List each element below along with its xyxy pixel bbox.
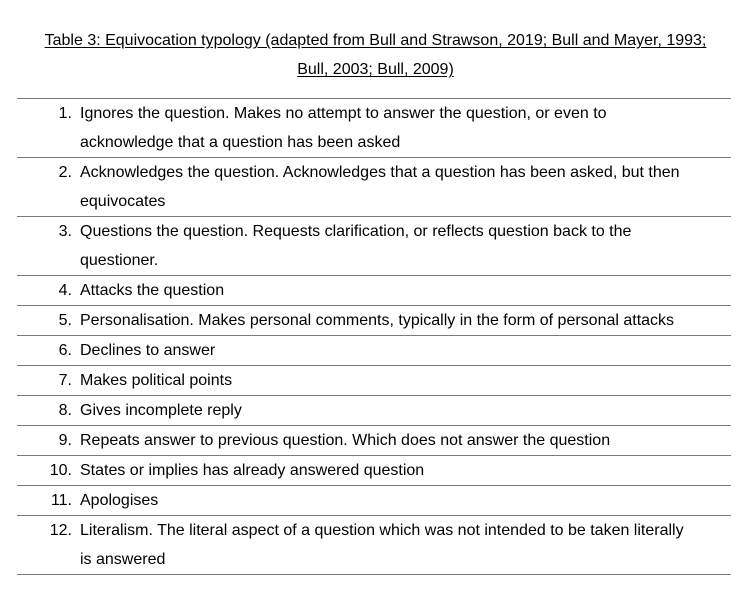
table-row xyxy=(17,336,731,366)
table-caption xyxy=(0,26,751,84)
row-text xyxy=(80,217,731,275)
row-text-line: Questions the question. Requests clarification, or reflects question back to the xyxy=(80,223,632,240)
row-text-line: is answered xyxy=(80,551,166,568)
row-number: 4. xyxy=(58,282,72,299)
row-number: 2. xyxy=(58,164,72,181)
row-text-line: Ignores the question. Makes no attempt to answer the question, or even to xyxy=(80,105,607,122)
table-row xyxy=(17,217,731,276)
row-text-line: questioner. xyxy=(80,252,159,269)
row-number: 1. xyxy=(58,105,72,122)
row-number: 10. xyxy=(49,462,72,479)
table-row xyxy=(17,306,731,336)
row-number: 11. xyxy=(50,492,72,509)
row-text-line: Literalism. The literal aspect of a question which was not intended to be taken literally xyxy=(80,522,684,539)
row-text: Apologises xyxy=(80,492,159,509)
row-number: 6. xyxy=(58,342,72,359)
caption-line-2: Bull, 2003; Bull, 2009) xyxy=(297,61,454,78)
row-text-line: Acknowledges the question. Acknowledges that a question has been asked, but then xyxy=(80,164,680,181)
row-text: Makes political points xyxy=(80,372,233,389)
caption-line-1: Table 3: Equivocation typology (adapted from Bull and Strawson, 2019; Bull and Mayer, 1993; xyxy=(44,32,707,49)
row-number: 12. xyxy=(49,522,72,539)
table-row xyxy=(17,396,731,426)
row-text xyxy=(80,158,731,216)
table-row xyxy=(17,426,731,456)
table-row xyxy=(17,456,731,486)
table-row xyxy=(17,366,731,396)
row-text xyxy=(80,516,731,574)
row-text-line: acknowledge that a question has been asked xyxy=(80,134,401,151)
row-text: Personalisation. Makes personal comments, typically in the form of personal attacks xyxy=(80,312,675,329)
row-text xyxy=(80,99,731,157)
row-text: States or implies has already answered question xyxy=(80,462,425,479)
table-row xyxy=(17,158,731,217)
table-row xyxy=(17,486,731,516)
row-number: 7. xyxy=(58,372,72,389)
row-text: Gives incomplete reply xyxy=(80,402,242,419)
row-number: 3. xyxy=(58,223,72,240)
row-text-line: equivocates xyxy=(80,193,166,210)
table-row xyxy=(17,99,731,158)
row-text: Declines to answer xyxy=(80,342,216,359)
table-row xyxy=(17,516,731,575)
row-text: Attacks the question xyxy=(80,282,225,299)
table-row xyxy=(17,276,731,306)
row-number: 5. xyxy=(58,312,72,329)
row-number: 8. xyxy=(58,402,72,419)
row-text: Repeats answer to previous question. Which does not answer the question xyxy=(80,432,611,449)
row-number: 9. xyxy=(58,432,72,449)
equivocation-table xyxy=(17,98,731,575)
